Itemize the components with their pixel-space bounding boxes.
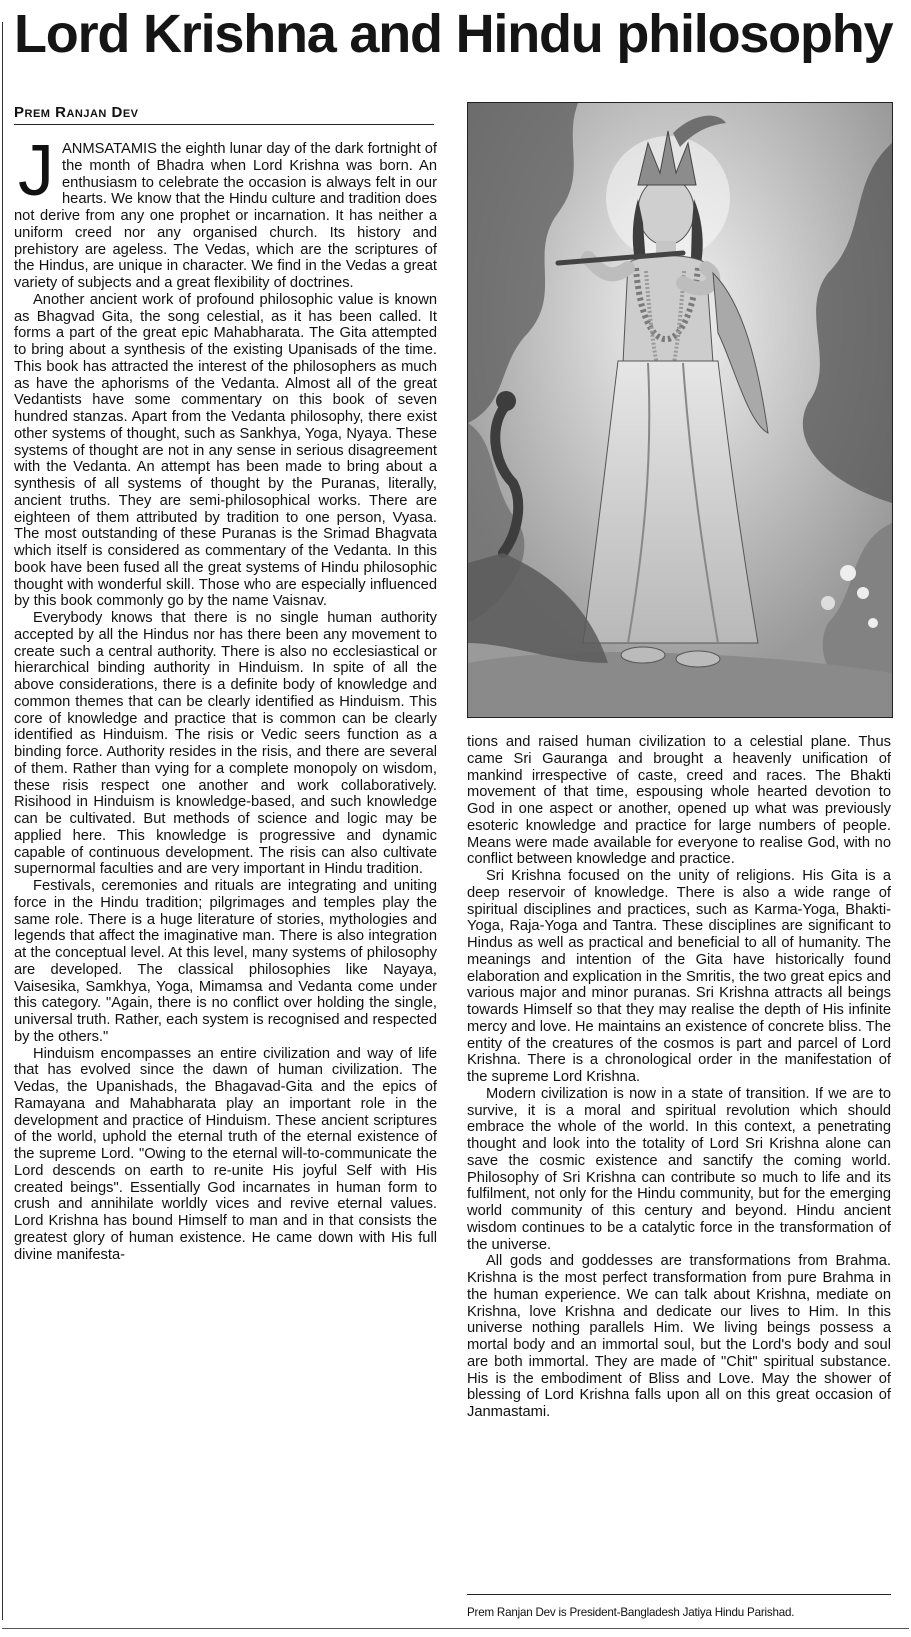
paragraph-7: Sri Krishna focused on the unity of religions. His Gita is a deep reservoir of knowledge. There is also a wide range of spiritual disciplines and practices, such as Karma-Yoga, Bhakti-Yoga, Raja-Yoga and Tantra. These disciplines are significant to Hindus as well as practical and beneficial to all of humanity. The meanings and intention of the Gita have historically found elaboration and explication in the Smritis, the two great epics and various major and minor puranas. Sri Krishna attracts all beings towards Himself so that they may realise the depth of His infinite mercy and love. He maintains an existence of concrete bliss. The entity of the creatures of the cosmos is part and parcel of Lord Krishna. There is a chronological order in the manifestation of the supreme Lord Krishna. xyxy=(467,868,891,1085)
paragraph-9: All gods and goddesses are transformations from Brahma. Krishna is the most perfect transformation from pure Brahma in the human experience. We can talk about Krishna, mediate on Krishna, love Krishna and dedicate our lives to Him. In this universe nothing parallels Him. We living beings possess a mortal body and an immortal soul, but the Lord's body and soul are both immortal. They are made of "Chit" spiritual substance. His is the embodiment of Bliss and Love. May the shower of blessing of Lord Krishna falls upon all on this great occasion of Janmastami. xyxy=(467,1253,891,1420)
author-footnote: Prem Ranjan Dev is President-Bangladesh Jatiya Hindu Parishad. xyxy=(467,1606,795,1619)
paragraph-1-text: ANMSATAMIS the eighth lunar day of the dark fortnight of the month of Bhadra when Lord Krishna was born. An enthusiasm to celebrate the occasion is always felt in our hearts. We know that the Hindu culture and tradition does not derive from any one prophet or incarnation. It has neither a uniform creed nor any organised church. Its history and prehistory are ageless. The Vedas, which are the scriptures of the Hindus, are unique in character. We find in the Vedas a great variety of subjects and a great flexibility of doctrines. xyxy=(14,141,437,291)
paragraph-8: Modern civilization is now in a state of transition. If we are to survive, it is a moral and spiritual revolution which should embrace the whole of the world. In this context, a penetrating thought and look into the totality of Lord Sri Krishna alone can save the cosmic existence and sanctify the coming world. Philosophy of Sri Krishna can contribute so much to life and its fulfilment, not only for the Hindu community, but for the emerging world community of this century and beyond. Hindu ancient wisdom continues to be a catalytic force in the transformation of the universe. xyxy=(467,1085,891,1253)
byline: Prem Ranjan Dev xyxy=(14,104,434,125)
article-column-left xyxy=(14,141,437,1616)
bottom-border-rule xyxy=(2,1628,909,1629)
paragraph-4: Festivals, ceremonies and rituals are integrating and uniting force in the Hindu tradition; pilgrimages and temples play the same role. There is a huge literature of stories, mythologies and legends that affect the imaginative man. There is also integration at the conceptual level. At this level, many systems of philosophy are developed. The classical philosophies like Nayaya, Vaisesika, Samkhya, Yoga, Mimamsa and Vedanta come under this category. "Again, there is no conflict over holding the single, universal truth. Rather, each system is recognised and respected by the others." xyxy=(14,878,437,1045)
paragraph-5: Hinduism encompasses an entire civilization and way of life that has evolved since the dawn of human civilization. The Vedas, the Upanishads, the Bhagavad-Gita and the epics of Ramayana and Mahabharata play an important role in the development and practice of Hinduism. These ancient scriptures of the world, uphold the eternal truth of the eternal existence of the supreme Lord. "Owing to the eternal will-to-communicate the Lord descends on earth to re-unite His joyful Self with His created beings". Essentially God incarnates in human form to crush and annihilate worldly vices and revive eternal values. Lord Krishna has bound Himself to man and in that consists the greatest glory of human existence. He came down with His full divine manifesta- xyxy=(14,1045,437,1263)
paragraph-2: Another ancient work of profound philosophic value is known as Bhagvad Gita, the song celestial, as it has been called. It forms a part of the great epic Mahabharata. The Gita attempted to bring about a synthesis of the existing Upanisads of the time. This book has attracted the interest of the philosophers as much as have the aphorisms of the Vedanta. Almost all of the great Vedantists have some commentary on this book of seven hundred stanzas. Apart from the Vedanta philosophy, there exist other systems of thought, such as Sankhya, Yoga, Nyaya. These systems of thought are not in any sense in serious disagreement with the Vedanta. An attempt has been made to bring about a synthesis of all systems of thought by the Puranas, literally, ancient truths. They are semi-philosophical works. There are eighteen of them attributed by tradition to one person, Vyasa. The most outstanding of these Puranas is the Srimad Bhagvata which itself is considered as commentary of the Vedanta. In this book have been fused all the great systems of Hindu philosophic thought with wonderful skill. Those who are especially influenced by this book commonly go by the name Vaisnav. xyxy=(14,291,437,610)
article-column-right xyxy=(467,734,891,1590)
krishna-photo xyxy=(467,102,893,718)
drop-cap: J xyxy=(18,141,54,211)
paragraph-6: tions and raised human civilization to a celestial plane. Thus came Sri Gauranga and brought a heavenly unification of mankind irrespective of caste, creed and races. The Bhakti movement of that time, espousing whole hearted devotion to God in one aspect or another, opened up what was previously esoteric knowledge and practice for large numbers of people. Means were made available for everyone to realise God, with no conflict between knowledge and practice. xyxy=(467,734,891,868)
headline: Lord Krishna and Hindu philosophy xyxy=(14,4,893,64)
krishna-illustration xyxy=(468,103,892,717)
left-border-rule xyxy=(2,22,3,1620)
footnote-rule xyxy=(467,1594,891,1595)
paragraph-1 xyxy=(14,141,437,292)
paragraph-3: Everybody knows that there is no single human authority accepted by all the Hindus nor has there been any movement to create such a central authority. There is also no ecclesiastical or hierarchical binding authority in Hinduism. In spite of all the above considerations, there is a definite body of knowledge and common themes that can be clearly identified as Hinduism. This core of knowledge and practice that is common can be clearly identified as Hinduism. The risis or Vedic seers function as a binding force. Authority resides in the risis, and there are several of them. Rather than vying for a complete monopoly on wisdom, these risis respect one another and work collaboratively. Risihood in Hinduism is knowledge-based, and such knowledge can be cultivated. But methods of science and logic may be applied here. This knowledge is progressive and dynamic capable of continuous development. The risis can also cultivate supernormal faculties and are very important in Hindu tradition. xyxy=(14,610,437,878)
